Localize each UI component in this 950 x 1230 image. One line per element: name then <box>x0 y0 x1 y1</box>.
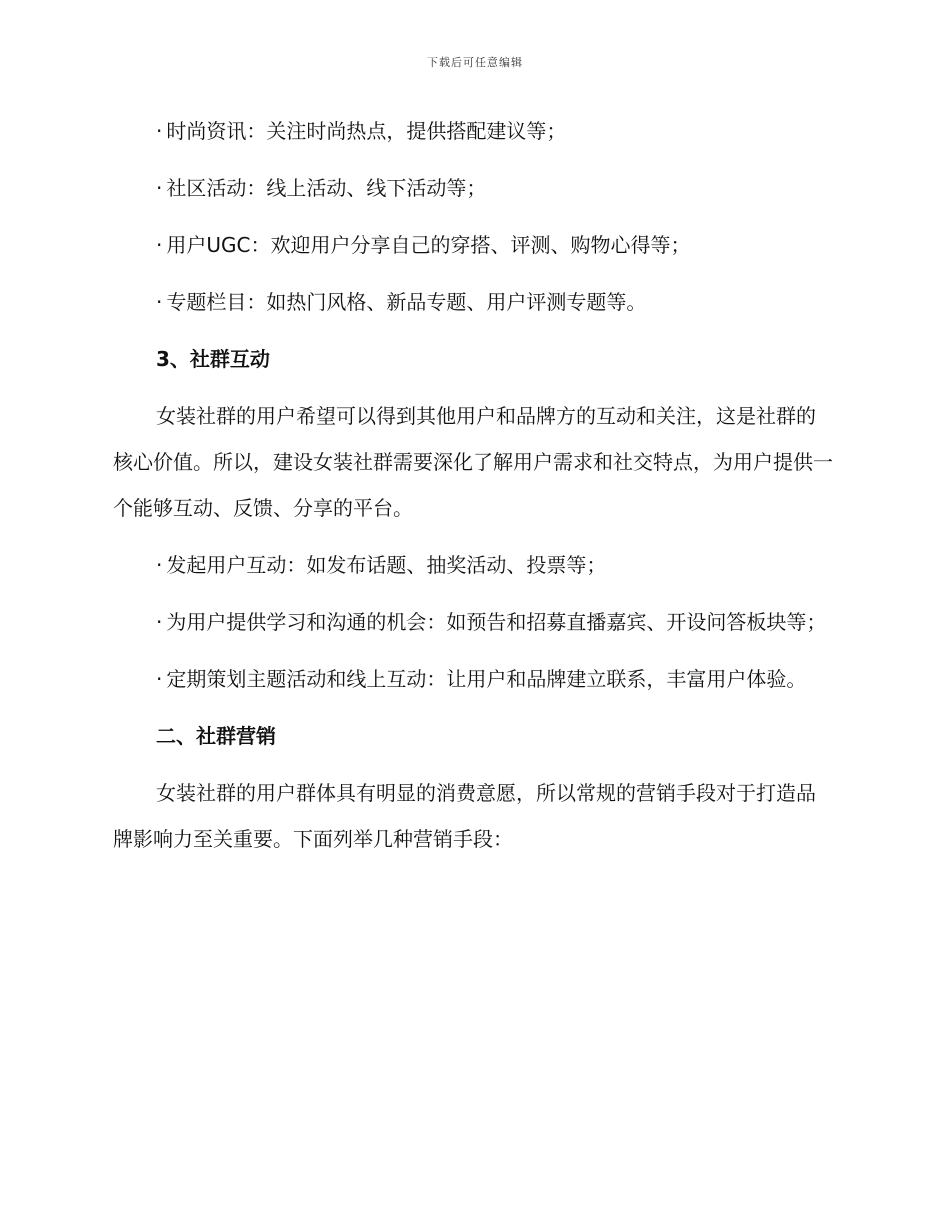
bullet-marker: · <box>156 667 163 691</box>
bullet-text: 专题栏目：如热门风格、新品专题、用户评测专题等。 <box>166 290 647 314</box>
bullet-item-initiate-interaction <box>113 542 833 588</box>
bullet-text: 社区活动：线上活动、线下活动等； <box>166 176 487 200</box>
bullet-item-community-events <box>113 165 833 211</box>
section-heading-community-marketing: 二、社群营销 <box>156 724 276 748</box>
document-body <box>113 108 833 873</box>
section-heading-community-interaction: 3、社群互动 <box>156 347 270 371</box>
bullet-text: 时尚资讯：关注时尚热点，提供搭配建议等； <box>166 119 567 143</box>
bullet-marker: · <box>156 176 163 200</box>
bullet-marker: · <box>156 610 163 634</box>
paragraph-community-marketing: 女装社群的用户群体具有明显的消费意愿，所以常规的营销手段对于打造品牌影响力至关重要。下面列举几种营销手段： <box>113 781 816 851</box>
bullet-marker: · <box>156 290 163 314</box>
bullet-item-special-columns <box>113 279 833 325</box>
bullet-item-fashion-news <box>113 108 833 154</box>
bullet-text: 发起用户互动：如发布话题、抽奖活动、投票等； <box>166 553 607 577</box>
page-header: 下载后可任意编辑 <box>427 56 523 69</box>
bullet-item-themed-events <box>113 656 833 702</box>
bullet-text: 定期策划主题活动和线上互动：让用户和品牌建立联系，丰富用户体验。 <box>166 667 807 691</box>
bullet-marker: · <box>156 233 163 257</box>
paragraph-community-interaction: 女装社群的用户希望可以得到其他用户和品牌方的互动和关注，这是社群的核心价值。所以，建设女装社群需要深化了解用户需求和社交特点，为用户提供一个能够互动、反馈、分享的平台。 <box>113 404 833 520</box>
bullet-marker: · <box>156 119 163 143</box>
bullet-item-user-ugc <box>113 222 833 268</box>
bullet-marker: · <box>156 553 163 577</box>
bullet-item-learning-opportunities <box>113 599 833 645</box>
bullet-text: 为用户提供学习和沟通的机会：如预告和招募直播嘉宾、开设问答板块等； <box>166 610 827 634</box>
bullet-text: 用户UGC：欢迎用户分享自己的穿搭、评测、购物心得等； <box>166 233 691 257</box>
